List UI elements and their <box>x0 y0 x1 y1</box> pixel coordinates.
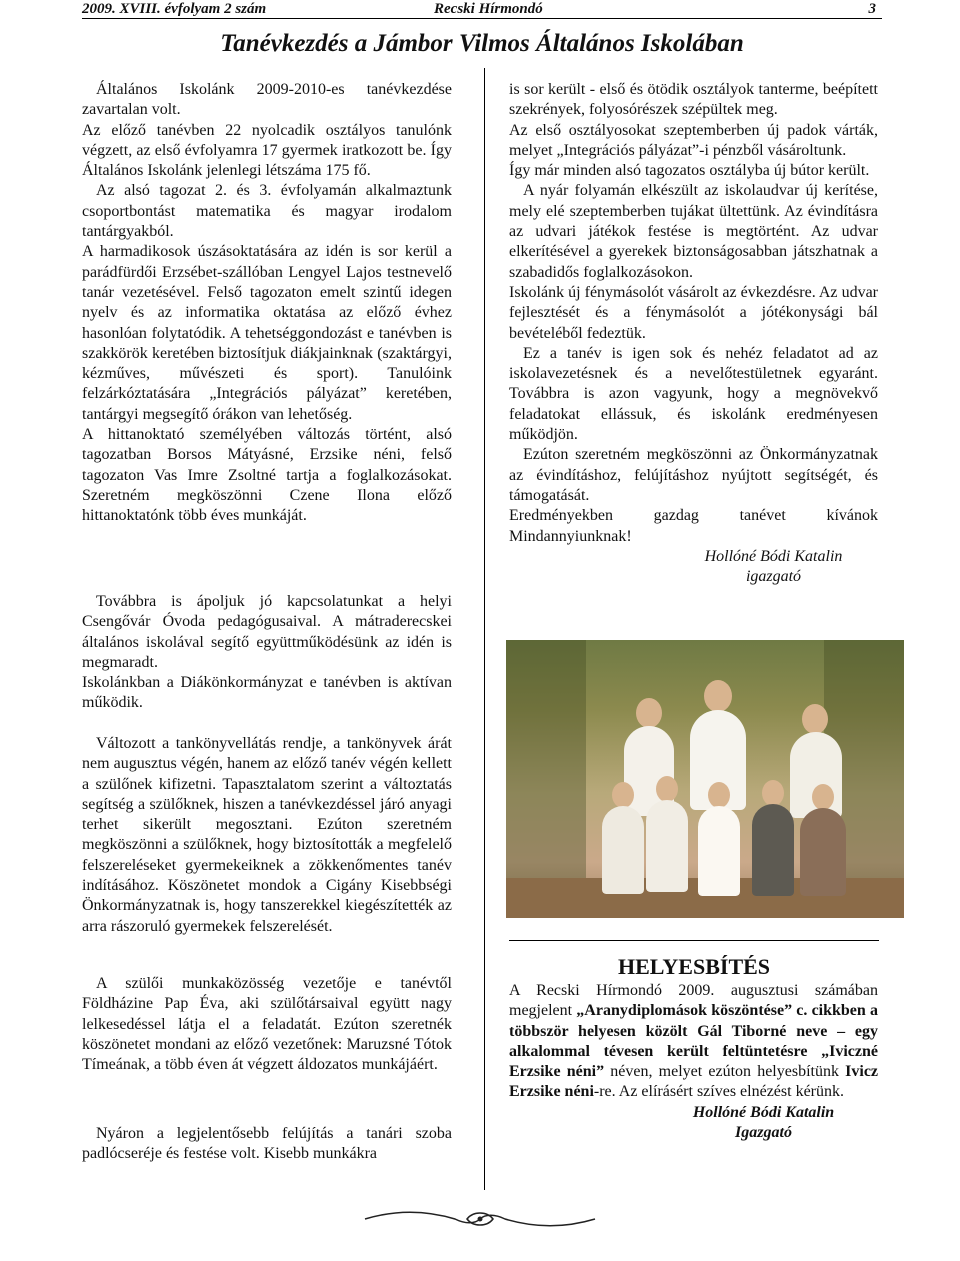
correction-text: -re. Az elírásért szíves elnézést kérünk. <box>593 1083 844 1101</box>
person-head <box>708 782 730 808</box>
correction-signature-name: Hollóné Bódi Katalin <box>692 1103 835 1121</box>
paragraph: A szülői munkaközösség vezetője e tanévtől Földházine Pap Éva, aki szülőtársaival együtt nagy lelkesedéssel látja el a feladatát. Ezúton szeretnék köszönetet mondani az előző vezetőnek: Maruzsné Tótok Tímeának, a több éven át végzett áldozatos munkájáért. <box>82 975 452 1074</box>
correction-signature-role: Igazgató <box>735 1124 792 1142</box>
left-column-c <box>82 734 452 937</box>
running-header <box>82 0 882 18</box>
column-divider <box>484 68 485 1190</box>
issue-label: 2009. XVIII. évfolyam 2 szám <box>82 1 267 17</box>
left-column-d <box>82 974 452 1075</box>
paragraph: Eredményekben gazdag tanévet kívánok Mindannyiunknak! <box>509 507 878 545</box>
paragraph: Nyáron a legjelentősebb felújítás a tanári szoba padlócseréje és festése volt. Kisebb munkákra <box>82 1125 452 1163</box>
paragraph: Változott a tankönyvellátás rendje, a tankönyvek árát nem augusztus végén, hanem az előző tanév végén kellett a szülőnek kifizetni. Tapasztalatom szerint a változtatás segítség a szülőknek, hiszen a tanévkezdéssel járó anyagi terhet sikerült megosztani. Ezúton szeretném megköszönni a szülőknek, hogy biztosították a megfelelő felszereléseket gyermekeiknek a zökkenőmentes tanév indításához. Köszönetet mondok a Cigány Kisebbségi Önkormányzatnak is, hogy tanszerekkel kiegészítették az arra rászoruló gyermekek felszerelését. <box>82 735 452 935</box>
signature-role: igazgató <box>745 568 802 586</box>
newspaper-name: Recski Hírmondó <box>434 1 543 17</box>
left-column <box>82 80 452 527</box>
paragraph: is sor került - első és ötödik osztályok tanterme, beépített szekrények, folyosórészek szépültek meg. <box>509 81 878 119</box>
person <box>800 808 846 896</box>
paragraph: Továbbra is ápoljuk jó kapcsolatunkat a helyi Csengővár Óvoda pedagógusaival. A mátraderecskei általános iskolával segítő együttműködésünk az idén is megmaradt. <box>82 593 452 671</box>
correction-block <box>509 981 878 1143</box>
section-rule <box>509 940 879 941</box>
correction-bold: Ivicz Erzsike néni <box>509 1063 879 1101</box>
person <box>752 804 794 896</box>
person-head <box>762 780 784 806</box>
person <box>602 806 644 894</box>
person-head <box>802 704 828 734</box>
right-column <box>509 80 878 587</box>
paragraph: A harmadikosok úszásoktatására az idén is sor kerül a parádfürdői Erzsébet-szállóban Lengyel Lajos testnevelő tanár vezetésével. Felső tagozaton emelt szintű idegen nyelv és az informatika oktatása az előző évhez hasonlóan folytatódik. A tehetséggondozást e tanévben is szakkörök keretében biztosítjuk diákjainknak (szaktárgyi, kézműves, művészeti és sport). Tanulóink felzárkóztatására „Integrációs pályázat” keretében, tantárgyi megsegítő órákon van lehetőség. <box>82 243 452 423</box>
correction-text: A Recski Hírmondó 2009. augusztusi számában megjelent <box>509 982 878 1020</box>
paragraph: Ez a tanév is igen sok és nehéz feladatot ad az iskolavezetésnek és a nevelőtestületnek egyaránt. Továbbra is azon vagyunk, hogy a megnövekvő feladatokat ellássuk, és iskolánk eredményesen működjön. <box>509 344 878 444</box>
left-column-e <box>82 1124 452 1165</box>
person-head <box>704 680 732 712</box>
person-head <box>612 782 634 808</box>
person <box>698 806 740 896</box>
left-column-b <box>82 592 452 714</box>
group-photo <box>506 640 904 918</box>
page-number: 3 <box>868 1 876 17</box>
person-head <box>812 784 834 810</box>
paragraph: A hittanoktató személyében változás történt, alsó tagozatban Borsos Mátyásné, Erzsike néni, felső tagozaton Vas Imre Zsoltné tartja a foglalkozásokat. Szeretném megköszönni Czene Ilona előző hittanoktatónk több éves munkáját. <box>82 426 452 525</box>
decorative-ornament-icon <box>355 1208 605 1230</box>
correction-bold: „Aranydiplomások köszöntése” c. cikkben a többször helyesen közölt Gál Tiborné neve – egy alkalommal tévesen került feltüntetésre „Iviczné Erzsike néni” <box>509 1002 879 1081</box>
signature-name: Hollóné Bódi Katalin <box>704 547 843 565</box>
paragraph: Az első osztályosokat szeptemberben új padok várták, melyet „Integrációs pályázat”-i pénzből vásároltunk. <box>509 121 878 159</box>
correction-paragraph <box>509 981 878 1103</box>
header-rule <box>82 18 882 19</box>
curtain-left <box>506 640 586 918</box>
correction-text: néven, melyet ezúton helyesbítünk <box>604 1063 846 1081</box>
article-title: Tanévkezdés a Jámbor Vilmos Általános Iskolában <box>220 30 744 57</box>
person <box>646 800 688 892</box>
paragraph: Így már minden alsó tagozatos osztályba új bútor került. <box>509 162 870 180</box>
paragraph: Iskolánk új fénymásolót vásárolt az évkezdésre. Az udvar fejlesztését és a fénymásolót a jótékonysági bál bevételéből fedeztük. <box>509 283 878 342</box>
paragraph: Iskolánkban a Diákönkormányzat e tanévben is aktívan működik. <box>82 674 452 712</box>
paragraph: Általános Iskolánk 2009-2010-es tanévkezdése zavartalan volt. <box>82 81 452 119</box>
paragraph: Az előző tanévben 22 nyolcadik osztályos tanulónk végzett, az első évfolyamra 17 gyermek iratkozott be. Így Általános Iskolánk jelenlegi létszáma 175 fő. <box>82 121 452 180</box>
person-head <box>656 776 678 802</box>
paragraph: Ezúton szeretném megköszönni az Önkormányzatnak az évindításhoz, felújításhoz nyújtott segítségét, és támogatását. <box>509 446 878 504</box>
paragraph: Az alsó tagozat 2. és 3. évfolyamán alkalmaztunk csoportbontást matematika és magyar irodalom tantárgyakból. <box>82 182 452 241</box>
person-head <box>636 698 662 728</box>
correction-heading: HELYESBÍTÉS <box>617 954 771 979</box>
paragraph: A nyár folyamán elkészült az iskolaudvar új kerítése, mely elé szeptemberben tujákat ültettünk. Az évindításra az udvari játékok festése is megtörtént. Az udvar elkerítésével a gyerekek biztonságosabban játszhatnak a szabadidős foglalkozásokon. <box>509 182 878 281</box>
